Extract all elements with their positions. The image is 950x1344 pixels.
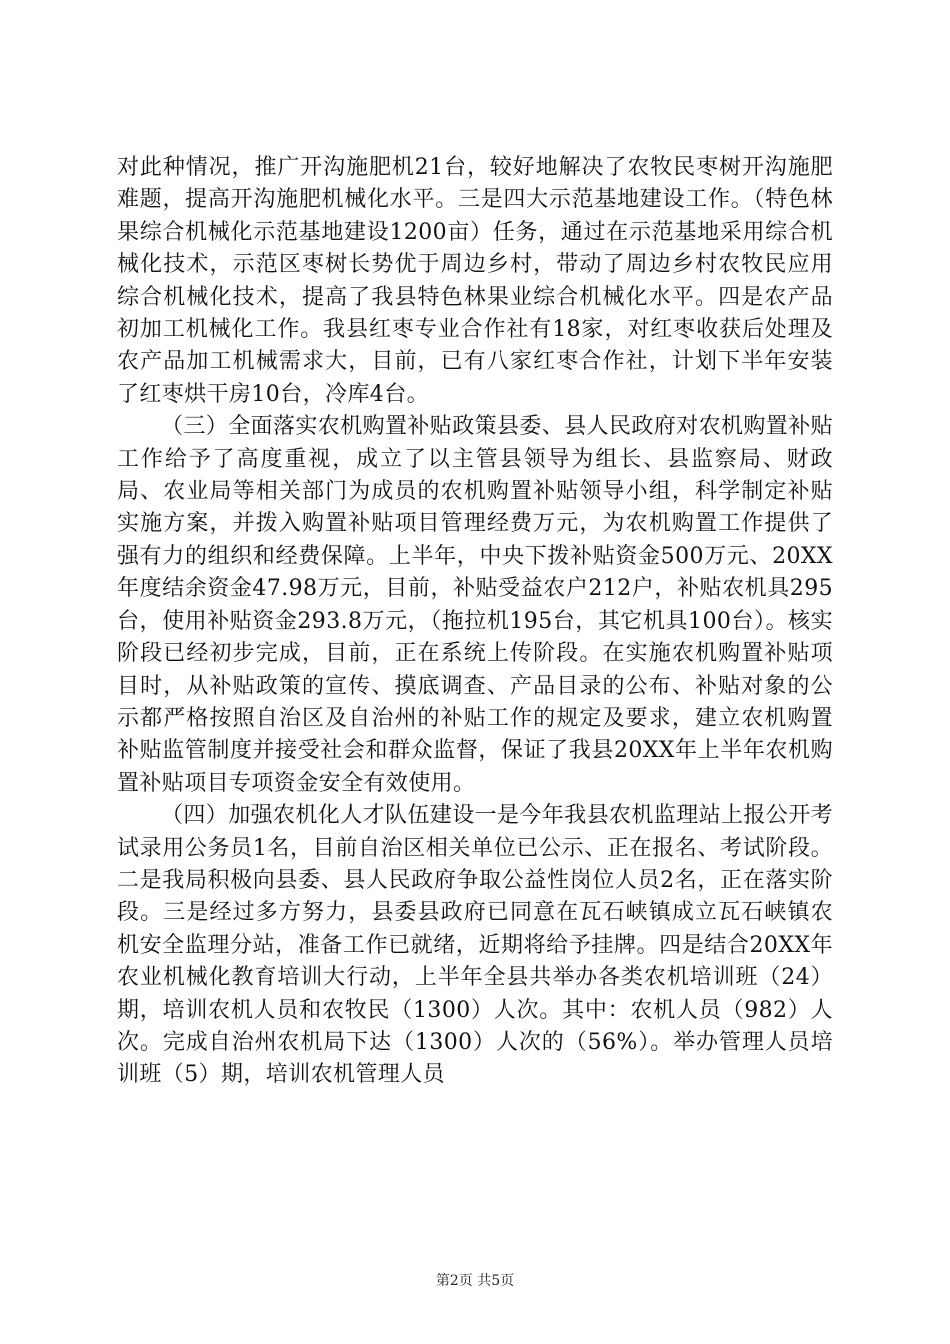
document-body (117, 152, 833, 1092)
paragraph-1: 对此种情况，推广开沟施肥机21台，较好地解决了农牧民枣树开沟施肥难题，提高开沟施肥机械化水平。三是四大示范基地建设工作。（特色林果综合机械化示范基地建设1200亩）任务，通过在示范基地采用综合机械化技术，示范区枣树长势优于周边乡村，带动了周边乡村农牧民应用综合机械化技术，提高了我县特色林果业综合机械化水平。四是农产品初加工机械化工作。我县红枣专业合作社有18家，对红枣收获后处理及农产品加工机械需求大，目前，已有八家红枣合作社，计划下半年安装了红枣烘干房10台，冷库4台。 (117, 155, 833, 407)
paragraph-3: （四）加强农机化人才队伍建设一是今年我县农机监理站上报公开考试录用公务员1名，目前自治区相关单位已公示、正在报名、考试阶段。二是我局积极向县委、县人民政府争取公益性岗位人员2名，正在落实阶段。三是经过多方努力，县委县政府已同意在瓦石峡镇成立瓦石峡镇农机安全监理分站，准备工作已就绪，近期将给予挂牌。四是结合20XX年农业机械化教育培训大行动，上半年全县共举办各类农机培训班（24）期，培训农机人员和农牧民（1300）人次。其中：农机人员（982）人次。完成自治州农机局下达（1300）人次的（56%）。举办管理人员培训班（5）期，培训农机管理人员 (117, 803, 834, 1088)
page-number: 第2页 共5页 (435, 1273, 515, 1289)
paragraph-2: （三）全面落实农机购置补贴政策县委、县人民政府对农机购置补贴工作给予了高度重视，成立了以主管县领导为组长、县监察局、财政局、农业局等相关部门为成员的农机购置补贴领导小组，科学制定补贴实施方案，并拨入购置补贴项目管理经费万元，为农机购置工作提供了强有力的组织和经费保障。上半年，中央下拨补贴资金500万元、20XX年度结余资金47.98万元，目前，补贴受益农户212户，补贴农机具295台，使用补贴资金293.8万元，（拖拉机195台，其它机具100台）。核实阶段已经初步完成，目前，正在系统上传阶段。在实施农机购置补贴项目时，从补贴政策的宣传、摸底调查、产品目录的公布、补贴对象的公示都严格按照自治区及自治州的补贴工作的规定及要求，建立农机购置补贴监管制度并接受社会和群众监督，保证了我县20XX年上半年农机购置补贴项目专项资金安全有效使用。 (117, 414, 834, 796)
